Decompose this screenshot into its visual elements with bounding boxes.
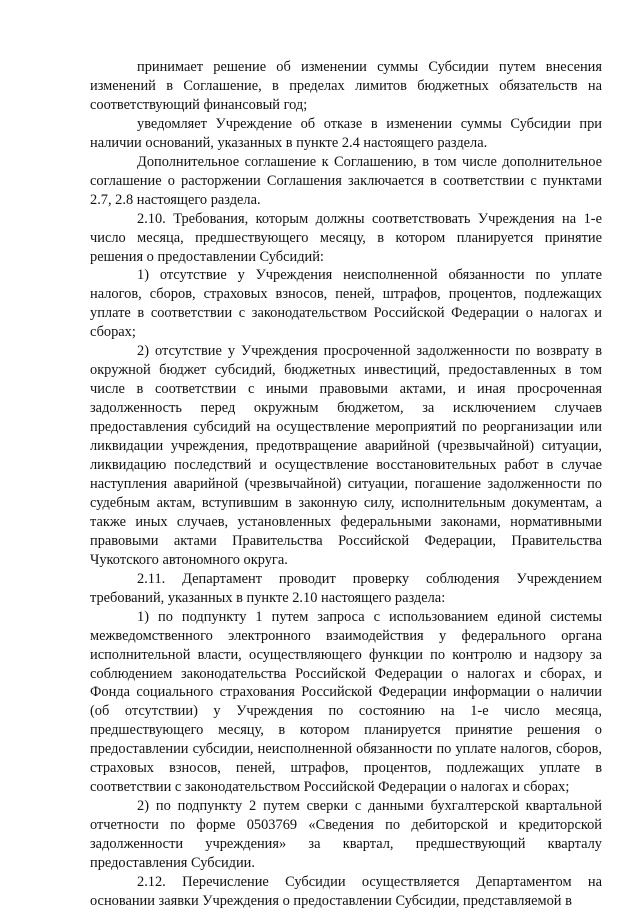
document-page <box>90 58 602 911</box>
paragraph-decision-change: принимает решение об изменении суммы Субсидии путем внесения изменений в Соглашение, в пределах лимитов бюджетных обязательств на соответствующий финансовый год; <box>90 59 602 113</box>
paragraph-verification-1: 1) по подпункту 1 путем запроса с использованием единой системы межведомственного электронного взаимодействия у федерального органа исполнительной власти, осуществляющего функции по контролю и надзору за соблюдением законодательства Российской Федерации о налогах и сборах, и Фонда социального страхования Российской Федерации информации о наличии (об отсутствии) у Учреждения по состоянию на 1-е число месяца, предшествующего месяцу, в котором планируется принятие решения о предоставлении субсидии, неисполненной обязанности по уплате налогов, сборов, страховых взносов, пеней, штрафов, процентов, подлежащих уплате в соответствии с законодательством Российской Федерации о налогах и сборах; <box>90 608 602 796</box>
paragraph-refusal-notice: уведомляет Учреждение об отказе в изменении суммы Субсидии при наличии оснований, указанных в пункте 2.4 настоящего раздела. <box>90 115 602 151</box>
paragraph-2-11-verification: 2.11. Департамент проводит проверку соблюдения Учреждением требований, указанных в пункте 2.10 настоящего раздела: <box>90 570 602 606</box>
paragraph-supplementary-agreement: Дополнительное соглашение к Соглашению, в том числе дополнительное соглашение о расторжении Соглашения заключается в соответствии с пунктами 2.7, 2.8 настоящего раздела. <box>90 153 602 208</box>
paragraph-verification-2: 2) по подпункту 2 путем сверки с данными бухгалтерской квартальной отчетности по форме 0503769 «Сведения по дебиторской и кредиторской задолженности учреждения» за квартал, предшествующий кварталу предоставления Субсидии. <box>90 798 602 872</box>
paragraph-requirement-2: 2) отсутствие у Учреждения просроченной задолженности по возврату в окружной бюджет субсидий, бюджетных инвестиций, предоставленных в том числе в соответствии с иными правовыми актами, и иная просроченная задолженность перед окружным бюджетом, за исключением случаев предоставления субсидий на осуществление мероприятий по реорганизации или ликвидации учреждения, предотвращение аварийной (чрезвычайной) ситуации, ликвидацию последствий и осуществление восстановительных работ в случае наступления аварийной (чрезвычайной) ситуации, погашение задолженности по судебным актам, вступившим в законную силу, исполнительным документам, а также иных случаев, установленных федеральными законами, нормативными правовыми актами Правительства Российской Федерации, Правительства Чукотского автономного округа. <box>90 343 602 568</box>
paragraph-requirement-1: 1) отсутствие у Учреждения неисполненной обязанности по уплате налогов, сборов, страховых взносов, пеней, штрафов, процентов, подлежащих уплате в соответствии с законодательством Российской Федерации о налогах и сборах; <box>90 267 602 341</box>
paragraph-2-10-requirements: 2.10. Требования, которым должны соответствовать Учреждения на 1-е число месяца, предшествующего месяцу, в котором планируется принятие решения о предоставлении Субсидий: <box>90 210 602 265</box>
paragraph-2-12-transfer: 2.12. Перечисление Субсидии осуществляется Департаментом на основании заявки Учреждения о предоставлении Субсидии, представляемой в <box>90 873 602 909</box>
